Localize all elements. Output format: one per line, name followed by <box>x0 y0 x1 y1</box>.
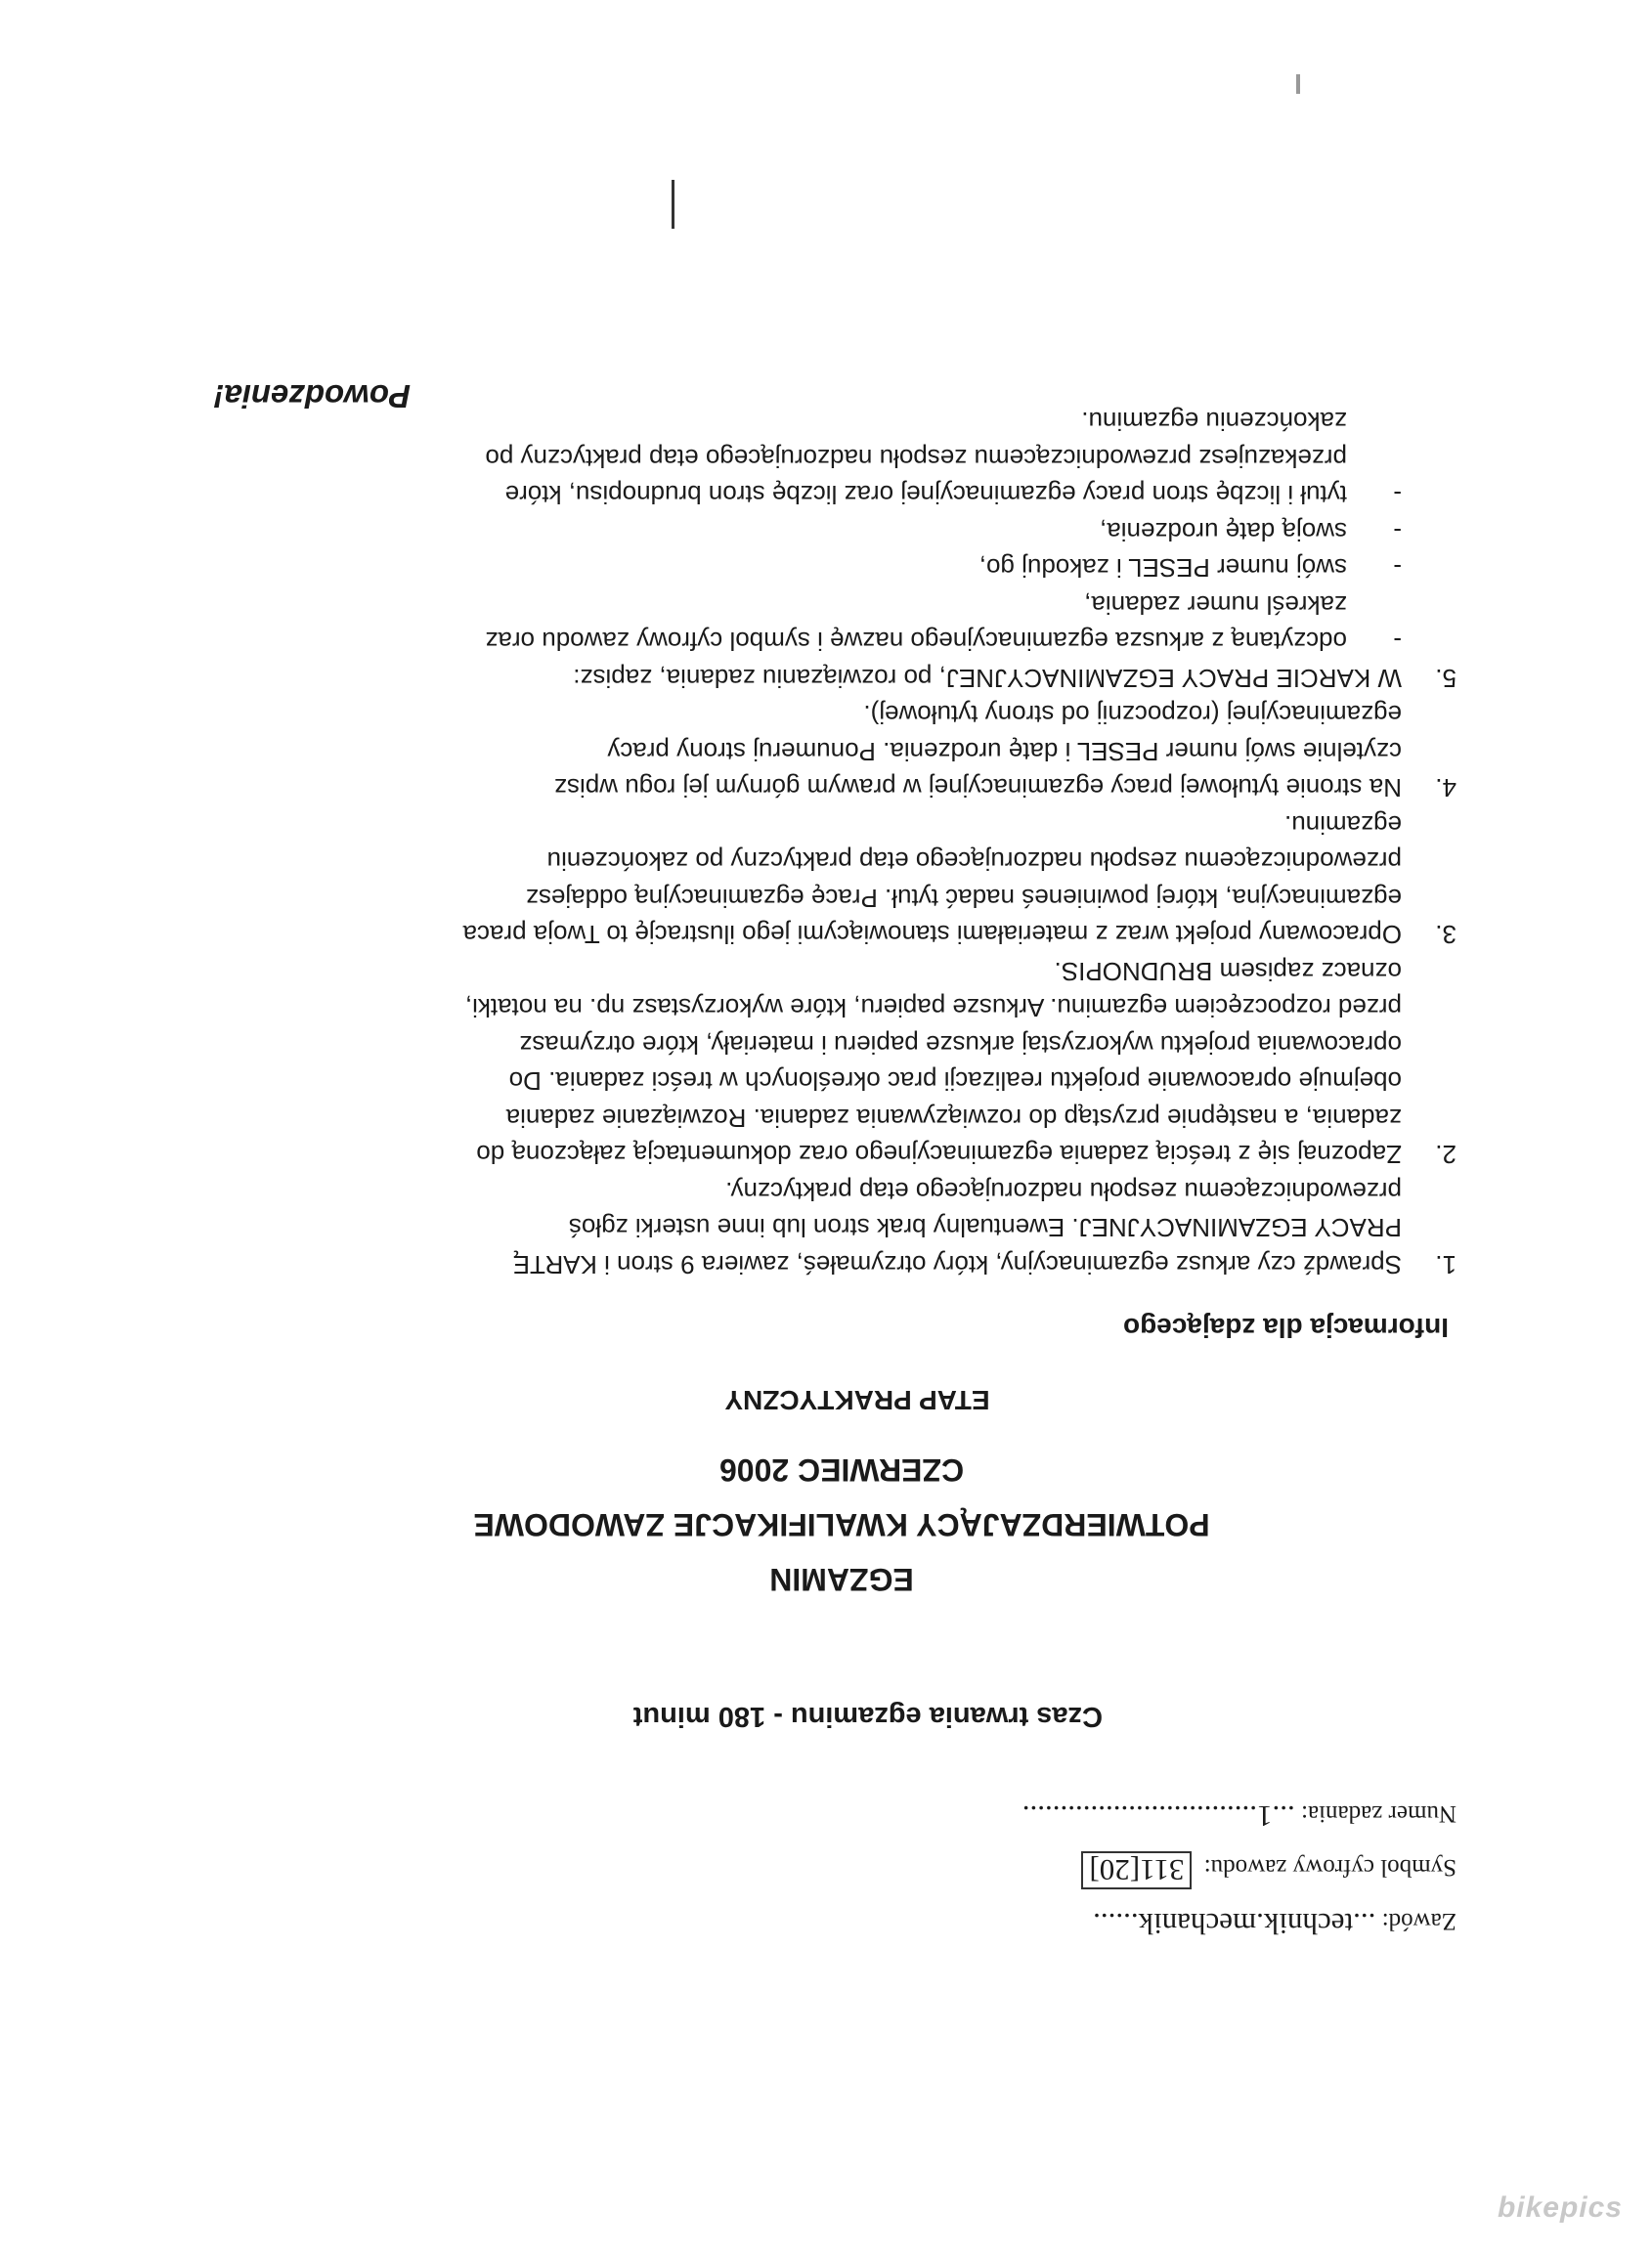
card-field-item: zakończeniu egzaminu. <box>1081 407 1347 437</box>
card-fields-list <box>308 403 1402 660</box>
instruction-line: zadania, a następnie przystąp do rozwiązywania zadania. Rozwiązanie zadania <box>505 1104 1402 1133</box>
instruction-line: egzaminacyjnej (rozpocznij od strony tytułowej). <box>863 700 1402 730</box>
title-line-1: EGZAMIN <box>769 1562 914 1597</box>
task-value: ...1............................... <box>1022 1799 1295 1834</box>
instruction-line: Sprawdź czy arkusz egzaminacyjny, który otrzymałeś, zawiera 9 stron i KARTĘ <box>512 1250 1402 1279</box>
task-row <box>1022 1788 1456 1841</box>
card-field-item: przekazujesz przewodniczącemu zespołu nadzorującego etap praktyczny po <box>485 444 1347 473</box>
title-line-3: CZERWIEC 2006 <box>718 1452 965 1488</box>
item-number: 1. <box>1435 1250 1456 1279</box>
card-field-item: - tytuł i liczbę stron pracy egzaminacyjnej oraz liczbę stron brudnopisu, które <box>308 476 1402 513</box>
instruction-item <box>308 403 1456 696</box>
instruction-item <box>308 953 1456 1173</box>
closing-wish: Powodzenia! <box>213 378 411 414</box>
title-line-2: POTWIERDZAJĄCY KWALIFIKACJE ZAWODOWE <box>473 1507 1210 1542</box>
pen-mark <box>672 180 674 229</box>
symbol-value: 311[20] <box>1081 1851 1192 1889</box>
card-field-item: - swoją datę urodzenia, <box>308 513 1402 550</box>
exam-duration: Czas trwania egzaminu - 180 minut <box>632 1701 1103 1732</box>
instruction-line: egzaminacyjna, której powinieneś nadać tytuł. Pracę egzaminacyjną oddajesz <box>525 884 1402 913</box>
instruction-line: egzaminu. <box>1284 810 1402 840</box>
task-label: Numer zadania: <box>1301 1800 1456 1827</box>
symbol-row <box>1022 1841 1456 1895</box>
instruction-line: W KARCIE PRACY EGZAMINACYJNEJ, po rozwiązaniu zadania, zapisz: <box>573 664 1402 693</box>
item-number: 3. <box>1435 920 1456 950</box>
card-field-item: zakreśl numer zadania, <box>1084 590 1347 620</box>
instruction-line: przewodniczącemu zespołu nadzorującego etap praktyczny po zakończeniu <box>546 846 1402 877</box>
symbol-label: Symbol cyfrowy zawodu: <box>1203 1854 1456 1881</box>
watermark-logo: bikepics <box>1497 2191 1623 2224</box>
instruction-line: przewodniczącemu zespołu nadzorującego etap praktyczny. <box>725 1177 1402 1206</box>
instruction-item <box>308 1173 1456 1283</box>
instruction-line: Opracowany projekt wraz z materiałami stanowiącymi jego ilustrację to Twoja praca <box>462 920 1402 950</box>
occupation-label: Zawód: <box>1381 1908 1456 1934</box>
occupation-row <box>1022 1895 1456 1949</box>
exam-stage: ETAP PRAKTYCZNY <box>724 1385 990 1415</box>
card-field-item: - swój numer PESEL i zakoduj go, <box>308 549 1402 586</box>
header-fields <box>1022 1788 1456 1949</box>
instruction-line: PRACY EGZAMINACYJNEJ. Ewentualny brak stron lub inne usterki zgłoś <box>568 1213 1402 1243</box>
instruction-line: obejmuje opracowanie projektu realizacji prac określonych w treści zadania. Do <box>508 1066 1402 1097</box>
item-number: 4. <box>1435 773 1456 803</box>
instruction-line: opracowania projektu wykorzystaj arkusze papieru i materiały, które otrzymasz <box>519 1030 1402 1060</box>
scan-speck <box>1296 74 1300 94</box>
exam-title <box>0 1443 1652 1607</box>
instruction-line: czytelnie swój numer PESEL i datę urodzenia. Ponumeruj strony pracy <box>607 737 1402 766</box>
info-heading: Informacja dla zdającego <box>1123 1313 1449 1343</box>
item-number: 2. <box>1435 1140 1456 1170</box>
instruction-line: przed rozpoczęciem egzaminu. Arkusze papieru, które wykorzystasz np. na notatki, <box>464 993 1402 1023</box>
instructions-list <box>308 403 1456 1282</box>
instruction-item <box>308 696 1456 806</box>
instruction-line: Na stronie tytułowej pracy egzaminacyjnej w prawym górnym jej rogu wpisz <box>553 773 1402 803</box>
instruction-line: oznacz zapisem BRUDNOPIS. <box>1054 957 1402 986</box>
instruction-line: Zapoznaj się z treścią zadania egzaminacyjnego oraz dokumentacją załączoną do <box>476 1140 1402 1170</box>
occupation-value: ...technik.mechanik...... <box>1093 1907 1376 1941</box>
item-number: 5. <box>1435 664 1456 693</box>
instruction-item <box>308 806 1456 953</box>
card-field-item: - odczytaną z arkusza egzaminacyjnego nazwę i symbol cyfrowy zawodu oraz <box>308 623 1402 660</box>
